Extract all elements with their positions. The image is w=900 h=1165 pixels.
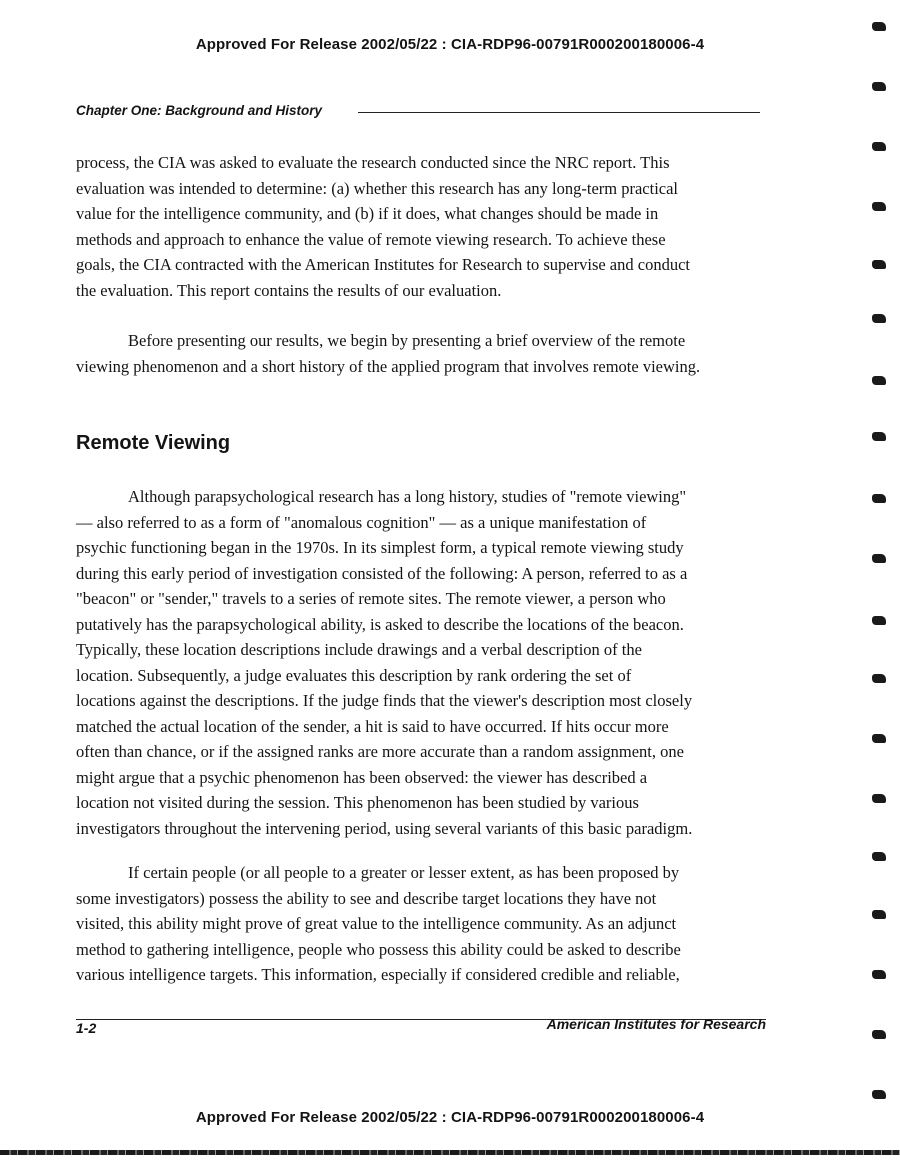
paragraph-4 [76,860,762,988]
text-line: Before presenting our results, we begin by presenting a brief overview of the remote [128,331,686,350]
scan-mark [872,794,886,803]
scan-mark [872,494,886,503]
text-line: location not visited during the session. This phenomenon has been studied by various [76,793,639,812]
scan-bottom-edge [0,1150,900,1155]
text-line: Typically, these location descriptions include drawings and a verbal description of the [76,640,642,659]
footer-organization: American Institutes for Research [546,1016,766,1032]
text-line: might argue that a psychic phenomenon has been observed: the viewer has described a [76,767,648,787]
scan-mark [872,910,886,919]
scan-mark [872,1030,886,1039]
scan-mark [872,82,886,91]
text-line: putatively has the parapsychological ability, is asked to describe the locations of the beacon. [76,614,684,634]
scan-mark [872,376,886,385]
text-line: — also referred to as a form of "anomalous cognition" — as a unique manifestation of [76,512,647,532]
text-line: locations against the descriptions. If the judge finds that the viewer's description most closely [76,691,693,710]
text-line: process, the CIA was asked to evaluate the research conducted since the NRC report. This [76,153,670,172]
text-line: methods and approach to enhance the value of remote viewing research. To achieve these [76,229,666,249]
scan-margin-marks [866,0,896,1165]
page-number: 1-2 [76,1020,97,1036]
text-line: some investigators) possess the ability to see and describe target locations they have not [76,888,657,908]
scan-mark [872,22,886,31]
chapter-rule [358,112,760,113]
scan-mark [872,432,886,441]
section-heading: Remote Viewing [76,432,231,454]
scan-mark [872,674,886,683]
scan-mark [872,202,886,211]
scan-mark [872,852,886,861]
scan-mark [872,1090,886,1099]
text-line: If certain people (or all people to a greater or lesser extent, as has been proposed by [128,863,680,882]
chapter-title: Chapter One: Background and History [76,103,323,118]
paragraph-1 [76,150,762,303]
paragraph-3 [76,484,762,841]
text-line: value for the intelligence community, and (b) if it does, what changes should be made in [76,204,659,223]
text-line: Although parapsychological research has a long history, studies of "remote viewing" [128,487,687,506]
text-line: method to gathering intelligence, people who possess this ability could be asked to describe [76,939,681,959]
text-line: often than chance, or if the assigned ranks are more accurate than a random assignment, one [76,742,684,761]
text-line: various intelligence targets. This information, especially if considered credible and reliable, [76,965,680,984]
paragraph-2 [76,328,762,379]
text-line: matched the actual location of the sender, a hit is said to have occurred. If hits occur more [76,716,669,736]
scan-mark [872,970,886,979]
text-line: the evaluation. This report contains the results of our evaluation. [76,280,502,300]
text-line: investigators throughout the intervening period, using several variants of this basic paradigm. [76,818,693,838]
scan-mark [872,314,886,323]
text-line: psychic functioning began in the 1970s. In its simplest form, a typical remote viewing study [76,538,684,557]
text-line: viewing phenomenon and a short history of the applied program that involves remote viewing. [76,356,701,376]
scan-mark [872,554,886,563]
scan-mark [872,734,886,743]
release-header: Approved For Release 2002/05/22 : CIA-RDP96-00791R000200180006-4 [195,36,705,53]
text-line: "beacon" or "sender," travels to a series of remote sites. The remote viewer, a person who [76,589,666,608]
text-line: visited, this ability might prove of great value to the intelligence community. As an adjunct [76,914,677,933]
scan-mark [872,260,886,269]
scan-mark [872,616,886,625]
text-line: evaluation was intended to determine: (a) whether this research has any long-term practical [76,178,679,198]
release-footer: Approved For Release 2002/05/22 : CIA-RDP96-00791R000200180006-4 [195,1109,705,1126]
scan-mark [872,142,886,151]
text-line: goals, the CIA contracted with the American Institutes for Research to supervise and conduct [76,255,690,274]
text-line: during this early period of investigation consisted of the following: A person, referred to as a [76,563,688,583]
text-line: location. Subsequently, a judge evaluates this description by rank ordering the set of [76,665,632,685]
